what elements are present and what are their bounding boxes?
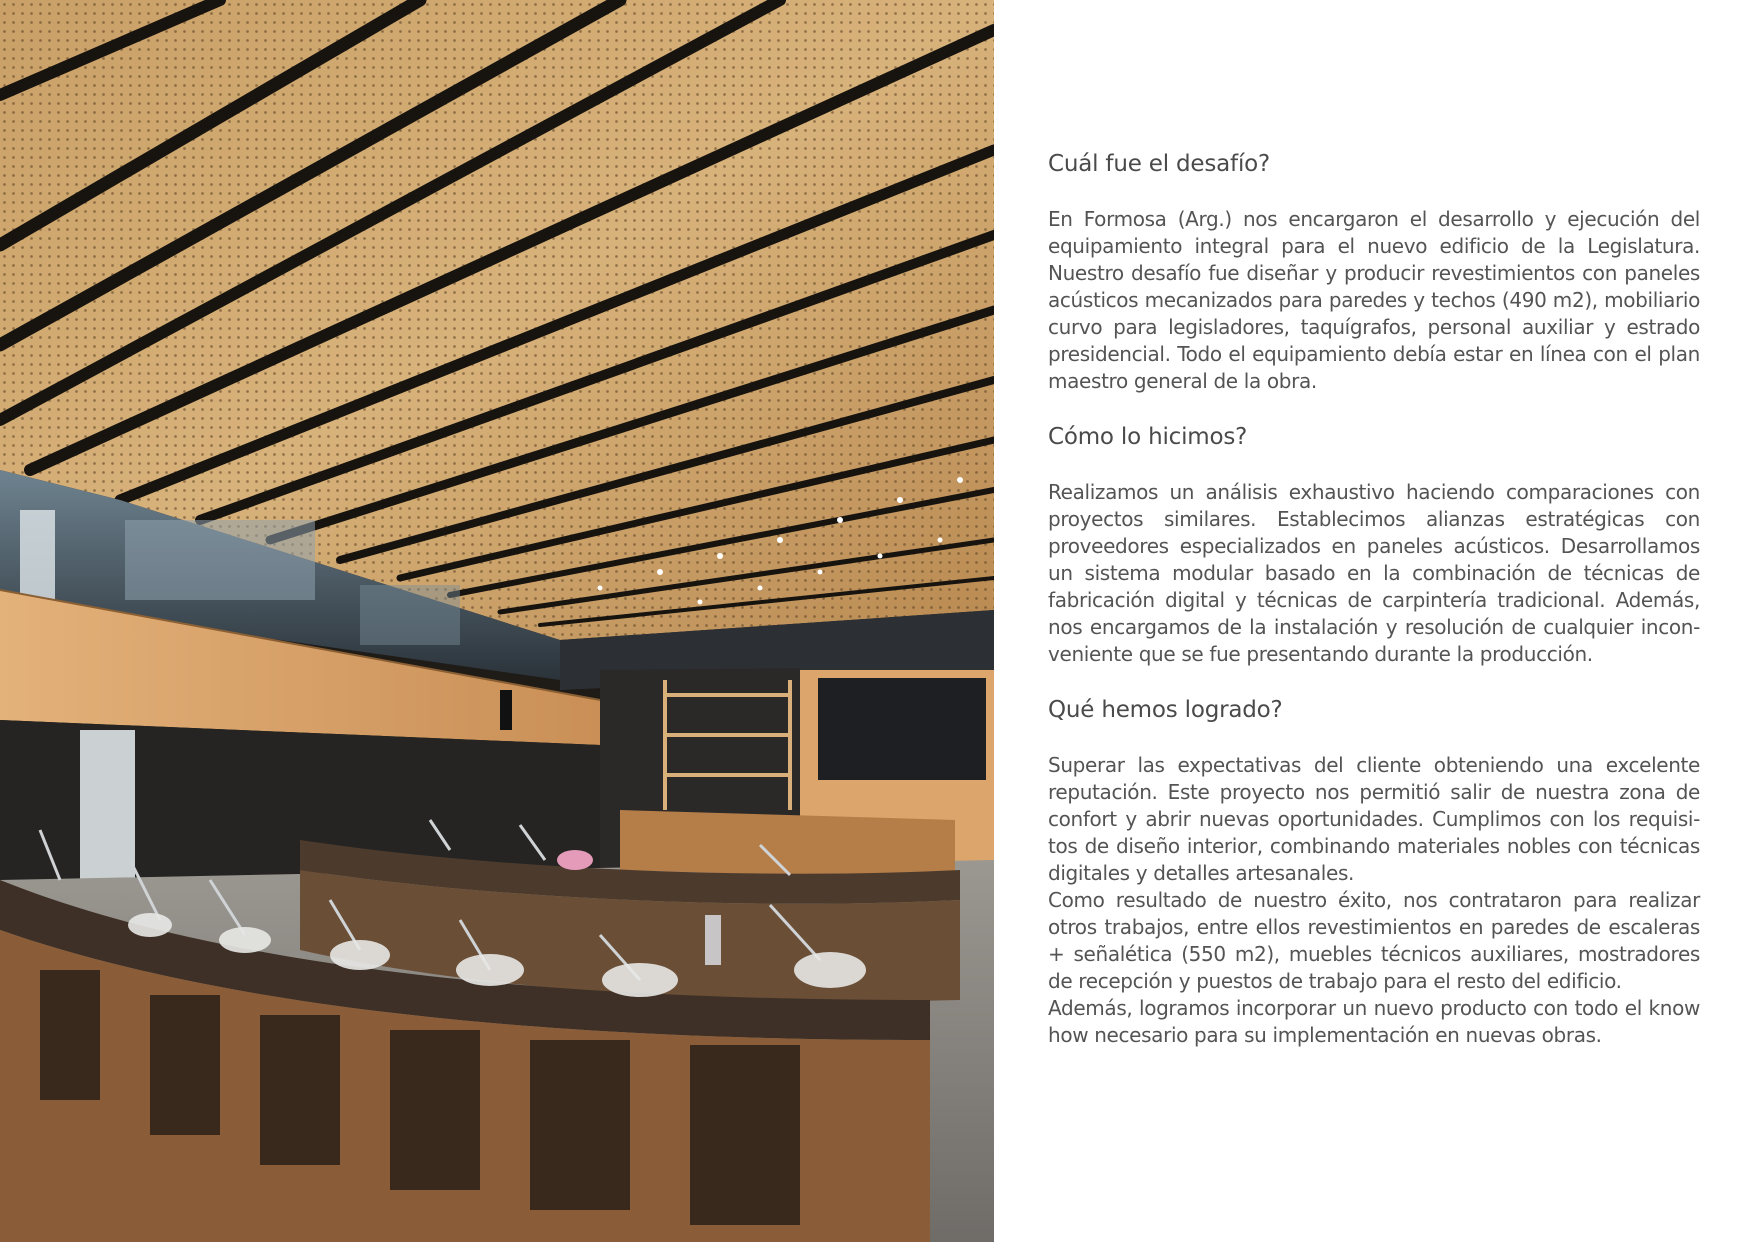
section-challenge	[1048, 150, 1700, 395]
presidential-dais	[620, 810, 955, 880]
paragraph-results-3: Además, logramos incorporar un nuevo producto con todo el know how necesario para su implementación en nuevas obras.	[1048, 996, 1700, 1047]
display-screen	[818, 678, 986, 780]
section-title-approach: Cómo lo hicimos?	[1048, 424, 1248, 450]
paragraph-approach: Realizamos un análisis exhaustivo haciendo comparaciones con proyectos similares. Establecimos alianzas estratégicas con proveedores especializados en paneles acústicos. Desarrollamos un sistema modular basado en la combinación de técnicas de fabricación digital y técnicas de carpintería tradicional. Además, nos encargamos de la instalación y resolución de cualquier incon-veniente que se fue presentando durante la producción.	[1048, 480, 1700, 666]
section-title-results: Qué hemos logrado?	[1048, 697, 1283, 723]
paragraph-results-1: Superar las expectativas del cliente obteniendo una excelente reputación. Este proyecto nos permitió salir de nuestra zona de confort y abrir nuevas oportunidades. Cumplimos con los requisi-tos de diseño interior, combinando materiales nobles con técnicas digitales y detalles artesanales.	[1048, 753, 1700, 885]
paragraph-challenge: En Formosa (Arg.) nos encargaron el desarrollo y ejecución del equipamiento integral para el nuevo edificio de la Legislatura. Nuestro desafío fue diseñar y producir revestimientos con paneles acústicos mecanizados para paredes y techos (490 m2), mobiliario curvo para legisladores, taquígrafos, personal auxiliar y estrado presidencial. Todo el equipamiento debía estar en línea con el plan maestro general de la obra.	[1048, 207, 1700, 393]
text-column	[1048, 150, 1700, 1049]
side-window	[80, 730, 135, 880]
section-title-challenge: Cuál fue el desafío?	[1048, 151, 1271, 177]
paragraph-results-2: Como resultado de nuestro éxito, nos contrataron para realizar otros trabajos, entre ellos revestimientos en paredes de escaleras + señalética (550 m2), muebles técnicos auxiliares, mostradores de recepción y puestos de trabajo para el resto del edificio.	[1048, 888, 1700, 993]
section-results	[1048, 696, 1700, 1049]
section-approach	[1048, 423, 1700, 668]
